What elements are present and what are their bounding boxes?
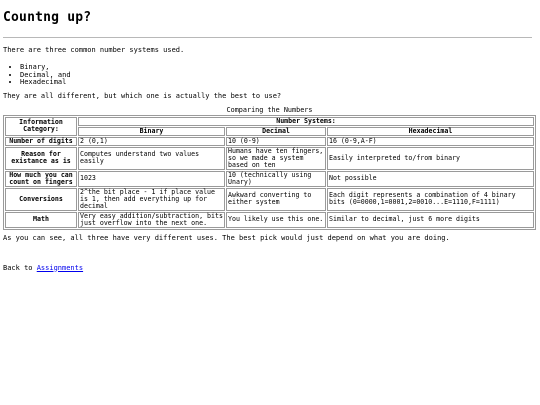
table-cell: 16 (0-9,A-F) [327,137,534,146]
table-cell: Not possible [327,171,534,187]
number-systems-list [3,64,536,87]
row-label: Conversions [5,188,77,211]
row-label: Number of digits [5,137,77,146]
back-prefix: Back to [3,263,37,272]
list-item: • Decimal, and [20,72,536,80]
table-row [5,137,534,146]
table-cell: 1023 [78,171,225,187]
table-cell: Each digit represents a combination of 4 binary bits (0=0000,1=0001,2=0010...E=1110,F=1111) [327,188,534,211]
table-row [5,171,534,187]
question-text: They are all different, but which one is actually the best to use? [3,91,282,100]
list-item: • Hexadecimal [20,79,536,87]
column-header-binary: Binary [78,127,225,136]
group-header: Number Systems: [78,117,534,126]
table-subheader-row [5,127,534,136]
table-cell: 2 (0,1) [78,137,225,146]
column-header-decimal: Decimal [226,127,326,136]
row-label: Math [5,212,77,228]
table-cell: Easily interpreted to/from binary [327,147,534,170]
table-cell: 10 (0-9) [226,137,326,146]
table-cell: Awkward converting to either system [226,188,326,211]
row-label: How much you can count on fingers [5,171,77,187]
column-header-hexadecimal: Hexadecimal [327,127,534,136]
conclusion-text: As you can see, all three have very different uses. The best pick would just depend on what you are doing. [3,233,450,242]
table-row [5,147,534,170]
table-cell: Computes understand two values easily [78,147,225,170]
table-cell: Humans have ten fingers, so we made a system based on ten [226,147,326,170]
table-caption: Comparing the Numbers [226,105,313,114]
corner-header: Information Category: [5,117,77,136]
table-cell: Very easy addition/subtraction, bits just overflow into the next one. [78,212,225,228]
divider [3,37,532,38]
back-nav [3,264,536,272]
table-row [5,188,534,211]
table-header-row [5,117,534,126]
table-cell: Similar to decimal, just 6 more digits [327,212,534,228]
table-row [5,212,534,228]
table-cell: 2^the bit place - 1 if place value is 1, then add everything up for decimal [78,188,225,211]
comparison-table [3,106,536,230]
page-title: Countng up? [3,10,92,25]
row-label: Reason for existance as is [5,147,77,170]
table-cell: 10 (technically using Unary) [226,171,326,187]
list-item: • Binary, [20,64,536,72]
assignments-link[interactable]: Assignments [36,263,84,272]
table-cell: You likely use this one. [226,212,326,228]
intro-text: There are three common number systems used. [3,46,185,54]
